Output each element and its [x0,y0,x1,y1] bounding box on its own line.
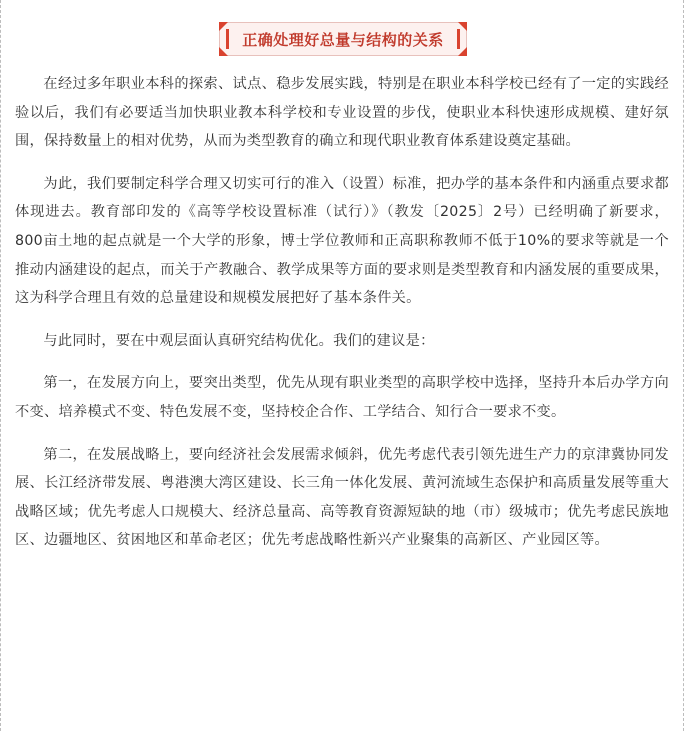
title-wrap [1,22,684,56]
article-body [15,70,669,569]
right-accent-bar [457,29,460,49]
paragraph: 第一，在发展方向上，要突出类型，优先从现有职业类型的高职学校中选择，坚持升本后办学方向不变、培养模式不变、特色发展不变，坚持校企合作、工学结合、知行合一要求不变。 [15,375,669,420]
section-title-box [219,22,467,56]
paragraph: 第二，在发展战略上，要向经济社会发展需求倾斜，优先考虑代表引领先进生产力的京津冀协同发展、长江经济带发展、粤港澳大湾区建设、长三角一体化发展、黄河流域生态保护和高质量发展等重大战略区域；优先考虑人口规模大、经济总量高、高等教育资源短缺的地（市）级城市；优先考虑民族地区、边疆地区、贫困地区和革命老区；优先考虑战略性新兴产业聚集的高新区、产业园区等。 [15,446,669,549]
paragraph: 为此，我们要制定科学合理又切实可行的准入（设置）标准，把办学的基本条件和内涵重点要求都体现进去。教育部印发的《高等学校设置标准（试行）》（教发〔2025〕2号）已经明确了新要求，800亩土地的起点就是一个大学的形象，博士学位教师和正高职称教师不低于10%的要求等就是一个推动内涵建设的起点，而关于产教融合、教学成果等方面的要求则是类型教育和内涵发展的重要成果，这为科学合理且有效的总量建设和规模发展把好了基本条件关。 [15,175,669,307]
paragraph: 在经过多年职业本科的探索、试点、稳步发展实践，特别是在职业本科学校已经有了一定的实践经验以后，我们有必要适当加快职业教本科学校和专业设置的步伐，使职业本科快速形成规模、建好氛围，保持数量上的相对优势，从而为类型教育的确立和现代职业教育体系建设奠定基础。 [15,76,669,150]
paragraph: 与此同时，要在中观层面认真研究结构优化。我们的建议是： [43,332,435,349]
left-accent-bar [226,29,229,49]
section-title: 正确处理好总量与结构的关系 [242,31,444,49]
